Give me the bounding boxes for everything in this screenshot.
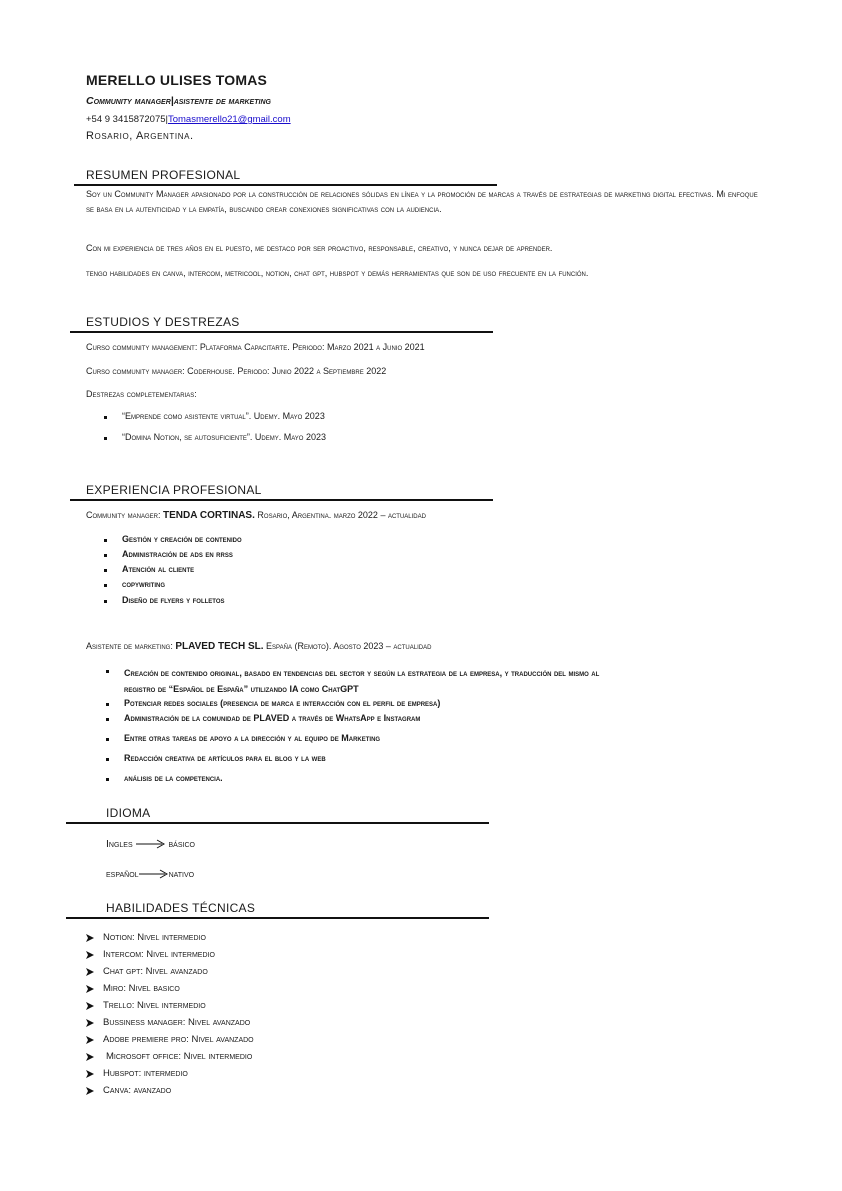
arrowhead-bullet-icon <box>85 1069 95 1079</box>
task-text: a través de WhatsApp e Instagram <box>291 713 421 723</box>
phone-number: +54 9 3415872075 <box>86 114 166 125</box>
job-1-role: Community manager: <box>86 510 161 520</box>
languages-title: IDIOMA <box>106 806 151 820</box>
skill-text: Hubspot: intermedio <box>103 1068 188 1079</box>
candidate-name: MERELLO ULISES TOMAS <box>86 72 268 88</box>
list-item <box>103 983 254 1000</box>
tech-skills-list <box>103 932 254 1102</box>
list-item: Gestión y creación de contenido <box>122 534 242 549</box>
summary-paragraph-1: Soy un Community Manager apasionado por la construcción de relaciones sólidas en línea y la promoción de marcas a través de estrategias de marketing digital efectivas. Mi enfoque se basa en la autenticidad y la empatía, buscando crear conexiones significativas con la audiencia. <box>86 189 758 214</box>
job-1-tasks <box>122 534 242 605</box>
arrow-right-icon <box>139 869 169 879</box>
list-item: Atención al cliente <box>122 564 242 579</box>
list-item: análisis de la competencia. <box>124 773 764 783</box>
task-line: registro de “Español de España” utilizando IA como ChatGPT <box>124 684 359 694</box>
arrowhead-bullet-icon <box>85 1086 95 1096</box>
summary-paragraph-2: Con mi experiencia de tres años en el puesto, me destaco por ser proactivo, responsable, creativo, y nunca dejar de aprender. <box>86 243 553 253</box>
contact-line <box>86 114 291 125</box>
job-2-role: Asistente de marketing: <box>86 641 173 651</box>
skill-text: Trello: Nivel intermedio <box>103 1000 206 1011</box>
course-2: Curso community manager: Coderhouse. Periodo: Junio 2022 a Septiembre 2022 <box>86 366 387 376</box>
skills-label: Destrezas completementarias: <box>86 389 197 399</box>
course-1: Curso community management: Plataforma Capacitarte. Periodo: Marzo 2021 a Junio 2021 <box>86 342 425 352</box>
list-item <box>124 713 764 733</box>
job-1-company: TENDA CORTINAS. <box>163 510 255 521</box>
education-title: ESTUDIOS Y DESTREZAS <box>86 315 240 329</box>
skill-text: Miro: Nivel basico <box>103 983 180 994</box>
experience-divider <box>70 499 493 501</box>
skill-text: Chat gpt: Nivel avanzado <box>103 966 208 977</box>
arrowhead-bullet-icon <box>85 1052 95 1062</box>
skill-text: Notion: Nivel intermedio <box>103 932 206 943</box>
arrowhead-bullet-icon <box>85 933 95 943</box>
language-level: nativo <box>168 869 195 880</box>
list-item: Redacción creativa de artículos para el blog y la web <box>124 753 764 773</box>
arrowhead-bullet-icon <box>85 984 95 994</box>
task-line: Creación de contenido original, basado en tendencias del sector y según la estrategia de la empresa, y traducción del mismo al <box>124 668 600 678</box>
arrowhead-bullet-icon <box>85 1001 95 1011</box>
list-item: Potenciar redes sociales (presencia de marca e interacción con el perfil de empresa) <box>124 698 764 713</box>
list-item: “Domina Notion, se autosuficiente”. Udemy. Mayo 2023 <box>122 432 326 442</box>
list-item <box>103 1051 254 1068</box>
email-link[interactable]: Tomasmerello21@gmail.com <box>167 114 291 125</box>
arrowhead-bullet-icon <box>85 950 95 960</box>
skill-text: Microsoft office: Nivel intermedio <box>106 1051 253 1062</box>
summary-paragraph-3: tengo habilidades en canva, intercom, metricool, notion, chat gpt, hubspot y demás herramientas que son de uso frecuente en la función. <box>86 268 589 278</box>
job-2-tasks <box>124 665 764 783</box>
candidate-role: Community manager|asistente de marketing <box>86 95 271 107</box>
language-level: básico <box>168 839 195 850</box>
list-item: Administración de ads en rrss <box>122 549 242 564</box>
list-item: copywriting <box>122 579 242 595</box>
job-1-header <box>86 510 426 521</box>
list-item <box>103 1085 254 1102</box>
education-divider <box>70 331 493 333</box>
list-item <box>103 1000 254 1017</box>
experience-title: EXPERIENCIA PROFESIONAL <box>86 483 262 497</box>
job-1-details: Rosario, Argentina. marzo 2022 – actualidad <box>257 510 426 520</box>
list-item <box>103 1017 254 1034</box>
skill-text: Intercom: Nivel intermedio <box>103 949 215 960</box>
tech-skills-divider <box>66 917 489 919</box>
job-2-company: PLAVED TECH SL. <box>175 641 264 652</box>
list-item <box>103 932 254 949</box>
arrowhead-bullet-icon <box>85 1035 95 1045</box>
skill-text: Canva: avanzado <box>103 1085 172 1096</box>
arrowhead-bullet-icon <box>85 1018 95 1028</box>
list-item <box>103 966 254 983</box>
contact-separator: | <box>165 114 168 125</box>
job-2-header <box>86 641 431 652</box>
list-item: Entre otras tareas de apoyo a la dirección y al equipo de Marketing <box>124 733 764 753</box>
list-item <box>103 1034 254 1051</box>
job-2-details: España (Remoto). Agosto 2023 – actualidad <box>266 641 432 651</box>
list-item <box>124 665 764 698</box>
arrowhead-bullet-icon <box>85 967 95 977</box>
location: Rosario, Argentina. <box>86 130 194 142</box>
language-row <box>106 869 194 880</box>
summary-divider <box>74 184 497 186</box>
list-item: “Emprende como asistente virtual”. Udemy. Mayo 2023 <box>122 411 326 432</box>
language-name: español <box>106 869 139 880</box>
company-name: PLAVED <box>253 713 290 723</box>
summary-title: RESUMEN PROFESIONAL <box>86 168 241 182</box>
arrow-right-icon <box>136 839 166 849</box>
list-item <box>103 949 254 966</box>
list-item: Diseño de flyers y folletos <box>122 595 242 605</box>
list-item <box>103 1068 254 1085</box>
languages-divider <box>66 822 489 824</box>
skill-text: Adobe premiere pro: Nivel avanzado <box>103 1034 254 1045</box>
skill-text: Bussiness manager: Nivel avanzado <box>103 1017 251 1028</box>
language-name: Ingles <box>106 838 133 850</box>
language-row <box>106 838 195 850</box>
task-text: Administración de la comunidad de <box>124 713 251 723</box>
tech-skills-title: HABILIDADES TÉCNICAS <box>106 901 256 915</box>
complementary-skills-list <box>122 411 326 442</box>
